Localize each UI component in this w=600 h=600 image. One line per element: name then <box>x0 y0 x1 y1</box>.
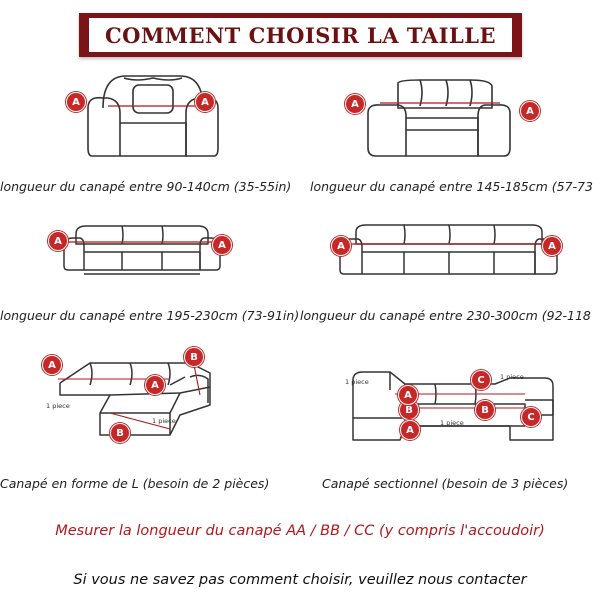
marker-a-left: A <box>66 92 86 112</box>
piece-label: 1 piece <box>345 378 369 386</box>
size-caption: Canapé en forme de L (besoin de 2 pièces) <box>0 476 270 491</box>
piece-label: 1 piece <box>152 417 176 425</box>
marker-b-left: B <box>399 400 419 420</box>
measure-instruction: Mesurer la longueur du canapé AA / BB / CC (y compris l'accoudoir) <box>55 523 545 539</box>
l-shaped-sofa-illustration <box>50 355 220 445</box>
marker-a-right: A <box>520 101 540 121</box>
marker-a-bottom: A <box>400 420 420 440</box>
size-caption: longueur du canapé entre 230-300cm (92-118 <box>300 308 591 323</box>
marker-a-right: A <box>542 236 562 256</box>
marker-c-right: C <box>521 407 541 427</box>
marker-b-bottom: B <box>110 423 130 443</box>
marker-a-right: A <box>212 235 232 255</box>
title-banner <box>79 13 522 57</box>
marker-b-top: B <box>184 347 204 367</box>
marker-b-right: B <box>475 400 495 420</box>
marker-c-top: C <box>471 370 491 390</box>
size-caption: longueur du canapé entre 195-230cm (73-91in) <box>0 308 300 323</box>
page-title: COMMENT CHOISIR LA TAILLE <box>104 22 497 48</box>
piece-label: 1 piece <box>440 419 464 427</box>
size-caption: longueur du canapé entre 90-140cm (35-55in) <box>0 179 292 194</box>
marker-a-top: A <box>398 385 418 405</box>
marker-a-left: A <box>48 231 68 251</box>
marker-a-left: A <box>345 94 365 114</box>
piece-label: 1 piece <box>46 402 70 410</box>
armchair-illustration <box>78 68 228 163</box>
marker-a-left: A <box>42 355 62 375</box>
four-seat-sofa-illustration <box>336 222 561 284</box>
loveseat-illustration <box>360 78 515 163</box>
marker-a-right: A <box>195 92 215 112</box>
three-seat-sofa-illustration <box>62 222 222 284</box>
marker-a-middle: A <box>145 375 165 395</box>
size-caption: Canapé sectionnel (besoin de 3 pièces) <box>322 476 569 491</box>
size-caption: longueur du canapé entre 145-185cm (57-73 <box>310 179 593 194</box>
title-banner-inner <box>89 18 512 52</box>
piece-label: 1 piece <box>500 373 524 381</box>
marker-a-left: A <box>331 236 351 256</box>
contact-instruction: Si vous ne savez pas comment choisir, veuillez nous contacter <box>73 572 527 588</box>
